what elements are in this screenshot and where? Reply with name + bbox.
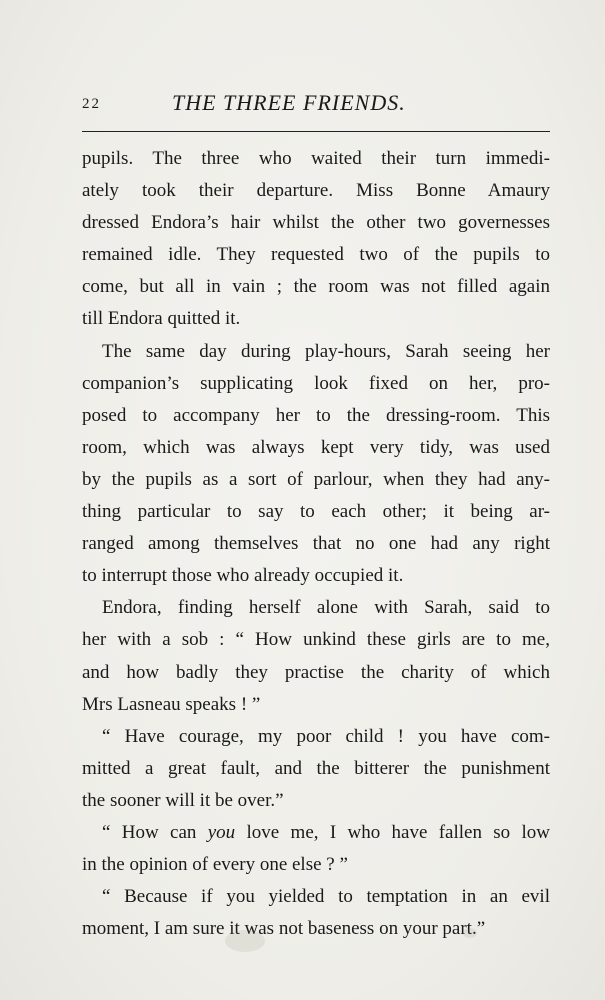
text-line: till Endora quitted it. [82,308,241,330]
text-line [82,817,550,849]
text-line: companion’s supplicating look fixed on her, pro- [82,372,550,394]
text-line: The same day during play-hours, Sarah seeing her [102,340,550,362]
text-line: her with a sob : “ How unkind these girls are to me, [82,629,550,651]
text-line: thing particular to say to each other; it being ar- [82,501,550,523]
text-line: posed to accompany her to the dressing-room. This [82,404,550,426]
text-line: moment, I am sure it was not baseness on your part.” [82,918,486,940]
text-line: ranged among themselves that no one had any right [82,533,550,555]
text-line: the sooner will it be over.” [82,789,284,811]
header-rule [82,131,550,132]
text-line: to interrupt those who already occupied it. [82,565,404,587]
text-line: Endora, finding herself alone with Sarah, said to [102,597,550,619]
page-number: 22 [82,96,101,112]
paper-blemish [225,930,265,952]
emphasized-word: you [207,821,236,843]
paper-blemish [463,928,477,938]
text-line: ately took their departure. Miss Bonne Amaury [82,180,550,202]
text-line: pupils. The three who waited their turn immedi- [82,148,550,169]
text-line: by the pupils as a sort of parlour, when they had any- [82,468,550,490]
text-line: “ Because if you yielded to temptation in an evil [102,886,550,908]
line-segment: “ How can [102,821,197,843]
text-line: mitted a great fault, and the bitterer the punishment [82,757,550,779]
text-line: and how badly they practise the charity of which [82,661,550,683]
line-segment: love me, I who have fallen so low [235,821,550,843]
text-line: “ Have courage, my poor child ! you have com- [102,725,550,747]
text-line: Mrs Lasneau speaks ! ” [82,693,261,715]
text-line: remained idle. They requested two of the pupils to [82,244,550,266]
running-title: THE THREE FRIENDS. [172,90,406,115]
page-header [82,90,550,124]
body-text [82,143,550,945]
text-line: come, but all in vain ; the room was not filled again [82,276,550,298]
text-line: room, which was always kept very tidy, was used [82,436,550,458]
text-line: dressed Endora’s hair whilst the other two governesses [82,212,550,234]
text-line: in the opinion of every one else ? ” [82,854,348,876]
